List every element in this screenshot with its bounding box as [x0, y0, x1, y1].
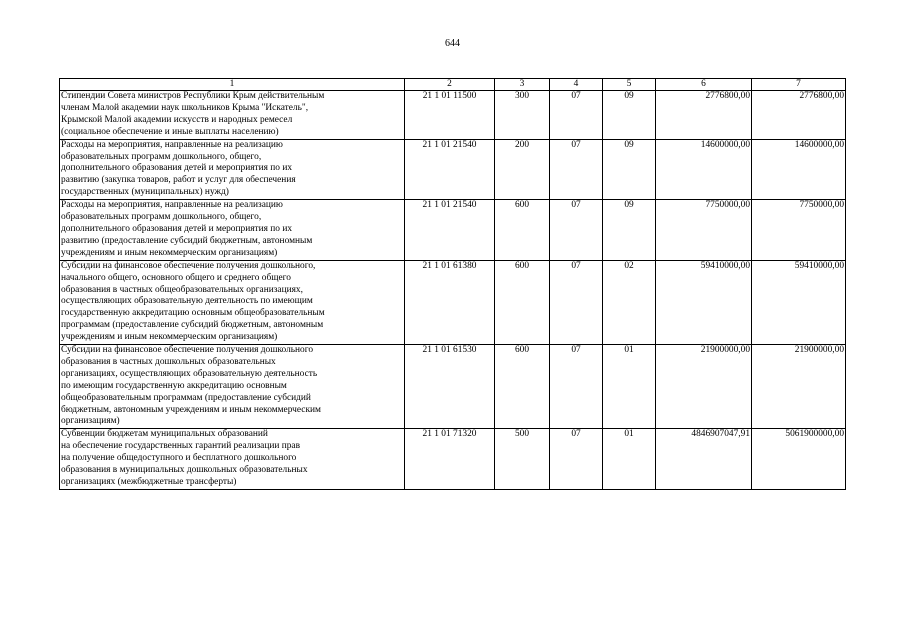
subsection-code: 01	[603, 345, 656, 429]
expense-name: Расходы на мероприятия, направленные на реализацию образовательных программ дошкольного, общего, дополнительного образования детей и мероприятия по их развитию (закупка товаров, работ и услуг для обеспечения государственных (муниципальных) нужд)	[60, 139, 405, 200]
subsection-code: 01	[603, 429, 656, 490]
amount-col-7: 2776800,00	[752, 91, 846, 140]
expense-type-code: 500	[495, 429, 550, 490]
amount-col-6: 7750000,00	[656, 200, 752, 261]
section-code: 07	[550, 260, 603, 344]
budget-table	[59, 78, 846, 490]
target-code: 21 1 01 21540	[405, 139, 495, 200]
header-row	[60, 79, 846, 91]
header-col-7: 7	[752, 79, 846, 91]
expense-name: Субсидии на финансовое обеспечение получения дошкольного, начального общего, основного общего и среднего общего образования в частных общеобразовательных организациях, осуществляющих образовательную деятельность по имеющим государственную аккредитацию основным общеобразовательным программам (предоставление субсидий бюджетным, автономным учреждениям и иным некоммерческим организациям)	[60, 260, 405, 344]
section-code: 07	[550, 139, 603, 200]
header-col-6: 6	[656, 79, 752, 91]
expense-name: Стипендии Совета министров Республики Крым действительным членам Малой академии наук школьников Крыма "Искатель", Крымской Малой академии искусств и народных ремесел (социальное обеспечение и иные выплаты населению)	[60, 91, 405, 140]
amount-col-7: 7750000,00	[752, 200, 846, 261]
table-row	[60, 91, 846, 140]
target-code: 21 1 01 71320	[405, 429, 495, 490]
section-code: 07	[550, 200, 603, 261]
expense-name: Субсидии на финансовое обеспечение получения дошкольного образования в частных дошкольных образовательных организациях, осуществляющих образовательную деятельность по имеющим государственную аккредитацию основным общеобразовательным программам (предоставление субсидий бюджетным, автономным учреждениям и иным некоммерческим организациям)	[60, 345, 405, 429]
target-code: 21 1 01 21540	[405, 200, 495, 261]
expense-type-code: 600	[495, 260, 550, 344]
expense-name: Субвенции бюджетам муниципальных образований на обеспечение государственных гарантий реализации прав на получение общедоступного и бесплатного дошкольного образования в муниципальных дошкольных образовательных организациях (межбюджетные трансферты)	[60, 429, 405, 490]
amount-col-6: 14600000,00	[656, 139, 752, 200]
amount-col-6: 59410000,00	[656, 260, 752, 344]
section-code: 07	[550, 429, 603, 490]
target-code: 21 1 01 61530	[405, 345, 495, 429]
expense-type-code: 600	[495, 345, 550, 429]
amount-col-7: 5061900000,00	[752, 429, 846, 490]
expense-type-code: 300	[495, 91, 550, 140]
section-code: 07	[550, 91, 603, 140]
amount-col-6: 2776800,00	[656, 91, 752, 140]
table-row	[60, 260, 846, 344]
amount-col-6: 4846907047,91	[656, 429, 752, 490]
table-row	[60, 345, 846, 429]
amount-col-7: 14600000,00	[752, 139, 846, 200]
amount-col-6: 21900000,00	[656, 345, 752, 429]
subsection-code: 09	[603, 200, 656, 261]
section-code: 07	[550, 345, 603, 429]
table-body	[60, 91, 846, 490]
table-row	[60, 429, 846, 490]
table-header	[60, 79, 846, 91]
subsection-code: 09	[603, 139, 656, 200]
header-col-2: 2	[405, 79, 495, 91]
subsection-code: 09	[603, 91, 656, 140]
header-col-1: 1	[60, 79, 405, 91]
header-col-5: 5	[603, 79, 656, 91]
header-col-3: 3	[495, 79, 550, 91]
target-code: 21 1 01 11500	[405, 91, 495, 140]
page-number: 644	[445, 38, 460, 49]
amount-col-7: 21900000,00	[752, 345, 846, 429]
expense-name: Расходы на мероприятия, направленные на реализацию образовательных программ дошкольного, общего, дополнительного образования детей и мероприятия по их развитию (предоставление субсидий бюджетным, автономным учреждениям и иным некоммерческим организациям)	[60, 200, 405, 261]
expense-type-code: 200	[495, 139, 550, 200]
expense-type-code: 600	[495, 200, 550, 261]
table-row	[60, 200, 846, 261]
table-row	[60, 139, 846, 200]
target-code: 21 1 01 61380	[405, 260, 495, 344]
subsection-code: 02	[603, 260, 656, 344]
amount-col-7: 59410000,00	[752, 260, 846, 344]
header-col-4: 4	[550, 79, 603, 91]
